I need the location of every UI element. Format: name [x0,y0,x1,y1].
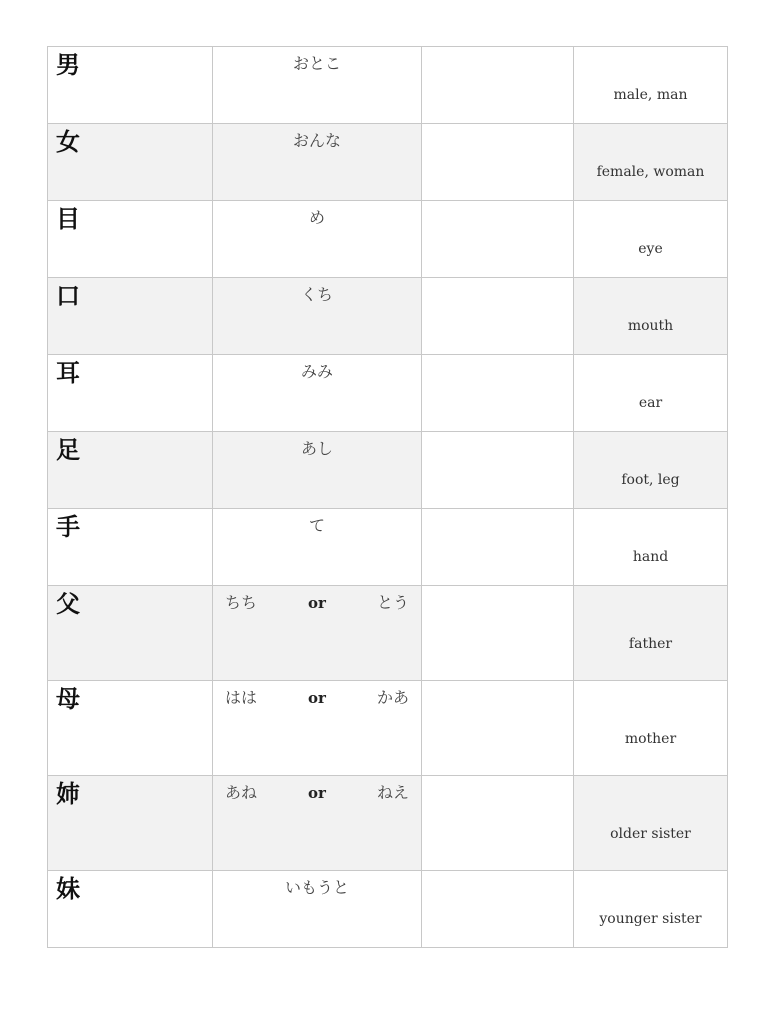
kanji-cell [48,871,213,948]
blank-cell [422,278,574,355]
blank-cell [422,586,574,681]
reading-primary: あね [225,783,258,802]
alternate-readings [213,776,421,803]
meaning: hand [632,549,669,565]
kanji-cell [48,355,213,432]
reading: おとこ [292,54,341,73]
reading-cell [213,586,422,681]
meaning: mother [624,731,677,747]
meaning-cell [574,681,728,776]
meaning-cell [574,355,728,432]
blank-cell [422,432,574,509]
blank-cell [422,355,574,432]
reading: みみ [300,362,333,381]
or-separator: or [308,689,326,707]
kanji-cell [48,47,213,124]
reading-cell [213,278,422,355]
kanji-vocabulary-table [47,46,728,948]
blank-cell [422,871,574,948]
table-row [48,776,728,871]
kanji: 足 [56,436,80,464]
kanji: 妹 [56,875,80,903]
meaning: male, man [613,87,688,103]
meaning-cell [574,432,728,509]
table-row [48,47,728,124]
reading-cell [213,47,422,124]
meaning: foot, leg [621,472,680,488]
kanji-cell [48,776,213,871]
reading-cell [213,432,422,509]
kanji-cell [48,278,213,355]
blank-cell [422,201,574,278]
reading-cell [213,355,422,432]
kanji-cell [48,509,213,586]
meaning: mouth [627,318,674,334]
or-separator: or [308,594,326,612]
reading: いもうと [284,878,349,897]
meaning-cell [574,201,728,278]
alternate-readings [213,681,421,708]
kanji: 目 [56,205,80,233]
reading-primary: はは [225,688,258,707]
blank-cell [422,681,574,776]
reading: て [308,516,325,535]
blank-cell [422,509,574,586]
kanji: 女 [56,128,80,156]
reading-secondary: ねえ [376,783,409,802]
kanji-cell [48,586,213,681]
kanji: 耳 [56,359,80,387]
reading-cell [213,776,422,871]
reading: くち [300,285,333,304]
table-row [48,681,728,776]
table-row [48,278,728,355]
reading: め [308,208,325,227]
reading-cell [213,201,422,278]
reading-secondary: とう [376,593,409,612]
reading-cell [213,681,422,776]
kanji-cell [48,201,213,278]
reading-cell [213,871,422,948]
table-row [48,509,728,586]
kanji-cell [48,124,213,201]
meaning-cell [574,776,728,871]
alternate-readings [213,586,421,613]
meaning: older sister [610,826,691,842]
meaning-cell [574,124,728,201]
meaning: eye [638,241,663,257]
kanji-cell [48,432,213,509]
kanji: 手 [56,513,80,541]
blank-cell [422,47,574,124]
meaning: father [628,636,673,652]
table-row [48,871,728,948]
blank-cell [422,124,574,201]
or-separator: or [308,784,326,802]
meaning-cell [574,47,728,124]
meaning-cell [574,278,728,355]
reading: あし [300,439,333,458]
reading: おんな [292,131,341,150]
meaning-cell [574,871,728,948]
kanji: 父 [56,590,80,618]
kanji: 姉 [56,780,80,808]
meaning: ear [638,395,663,411]
meaning: female, woman [596,164,705,180]
reading-secondary: かあ [376,688,409,707]
table-row [48,586,728,681]
reading-cell [213,124,422,201]
kanji: 口 [56,282,80,310]
reading-primary: ちち [225,593,258,612]
meaning-cell [574,509,728,586]
reading-cell [213,509,422,586]
meaning-cell [574,586,728,681]
table-row [48,432,728,509]
table-row [48,201,728,278]
kanji-cell [48,681,213,776]
meaning: younger sister [599,911,702,927]
kanji: 男 [56,51,80,79]
blank-cell [422,776,574,871]
table-row [48,355,728,432]
table-row [48,124,728,201]
kanji: 母 [56,685,80,713]
